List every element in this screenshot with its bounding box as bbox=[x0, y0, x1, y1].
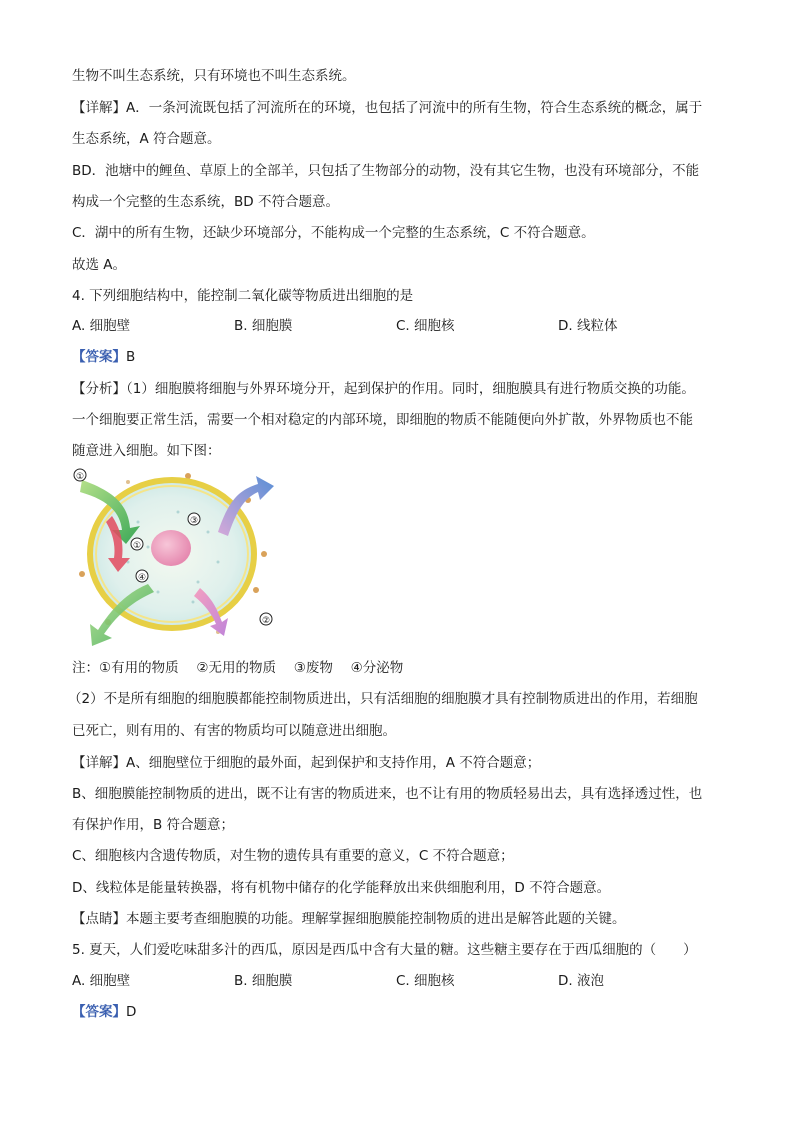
answer-tag: 【答案】 bbox=[72, 1004, 126, 1020]
label-1-inner: ① bbox=[132, 541, 142, 551]
nucleus bbox=[151, 530, 191, 566]
answer-value: B bbox=[126, 349, 136, 365]
explanation-line bbox=[72, 98, 702, 118]
figure-note: 注：①有用的物质 ②无用的物质 ③废物 ④分泌物 bbox=[72, 660, 404, 676]
analysis-tag: 【分析】 bbox=[72, 381, 126, 397]
q5-stem: 5. 夏天，人们爱吃味甜多汁的西瓜，原因是西瓜中含有大量的糖。这些糖主要存在于西瓜细胞的（ ） bbox=[72, 942, 697, 958]
q4-detail-3: 有保护作用，B 符合题意； bbox=[72, 817, 235, 833]
q4-detail-5: D、线粒体是能量转换器，将有机物中储存的化学能释放出来供细胞利用，D 不符合题意。 bbox=[72, 880, 611, 896]
q4-analysis-4: （2）不是所有细胞的细胞膜都能控制物质进出，只有活细胞的细胞膜才具有控制物质进出的作用，若细胞 bbox=[68, 691, 698, 707]
q5-option-c: C. 细胞核 bbox=[396, 973, 455, 989]
label-4: ④ bbox=[137, 573, 147, 583]
q4-analysis-2: 一个细胞要正常生活，需要一个相对稳定的内部环境，即细胞的物质不能随便向外扩散，外界物质也不能 bbox=[72, 412, 693, 428]
q4-answer bbox=[72, 347, 135, 367]
q5-answer bbox=[72, 1002, 136, 1022]
q5-option-d: D. 液泡 bbox=[558, 973, 604, 989]
q4-analysis-1 bbox=[72, 379, 695, 399]
line-4: BD．池塘中的鲤鱼、草原上的全部羊，只包括了生物部分的动物，没有其它生物，也没有环境部分，不能 bbox=[72, 163, 700, 179]
q4-detail-2: B、细胞膜能控制物质的进出，既不让有害的物质进来，也不让有用的物质轻易出去，具有选择透过性，也 bbox=[72, 786, 703, 802]
label-2: ② bbox=[261, 616, 271, 626]
q4-option-a: A. 细胞壁 bbox=[72, 318, 131, 334]
point-tag: 【点睛】 bbox=[72, 911, 126, 927]
line-7: 故选 A。 bbox=[72, 257, 127, 273]
point-text: 本题主要考查细胞膜的功能。理解掌握细胞膜能控制物质的进出是解答此题的关键。 bbox=[126, 911, 626, 927]
answer-tag: 【答案】 bbox=[72, 349, 126, 365]
analysis-text: （1）细胞膜将细胞与外界环境分开，起到保护的作用。同时，细胞膜具有进行物质交换的功能。 bbox=[126, 381, 695, 397]
q5-option-b: B. 细胞膜 bbox=[234, 973, 293, 989]
q4-analysis-3: 随意进入细胞。如下图： bbox=[72, 443, 221, 459]
line-1: 生物不叫生态系统，只有环境也不叫生态系统。 bbox=[72, 68, 356, 84]
explanation-text: A．一条河流既包括了河流所在的环境，也包括了河流中的所有生物，符合生态系统的概念，属于 bbox=[126, 100, 703, 116]
label-1-outer: ① bbox=[75, 472, 85, 482]
label-3: ③ bbox=[189, 516, 199, 526]
q5-option-a: A. 细胞壁 bbox=[72, 973, 131, 989]
q4-option-b: B. 细胞膜 bbox=[234, 318, 293, 334]
q4-analysis-5: 已死亡，则有用的、有害的物质均可以随意进出细胞。 bbox=[72, 723, 396, 739]
q4-detail-1 bbox=[72, 753, 540, 773]
q4-stem: 4. 下列细胞结构中，能控制二氧化碳等物质进出细胞的是 bbox=[72, 288, 414, 304]
q4-detail-4: C、细胞核内含遗传物质，对生物的遗传具有重要的意义，C 不符合题意； bbox=[72, 848, 514, 864]
q4-option-c: C. 细胞核 bbox=[396, 318, 455, 334]
line-3: 生态系统，A 符合题意。 bbox=[72, 131, 221, 147]
q4-option-d: D. 线粒体 bbox=[558, 318, 618, 334]
line-6: C．湖中的所有生物，还缺少环境部分，不能构成一个完整的生态系统，C 不符合题意。 bbox=[72, 225, 595, 241]
cell-membrane-diagram bbox=[68, 462, 280, 650]
detail-tag: 【详解】 bbox=[72, 755, 126, 771]
line-5: 构成一个完整的生态系统，BD 不符合题意。 bbox=[72, 194, 339, 210]
detail-tag: 【详解】 bbox=[72, 100, 126, 116]
cell-diagram-svg bbox=[68, 462, 280, 650]
answer-value: D bbox=[126, 1004, 137, 1020]
q4-point bbox=[72, 909, 626, 929]
detail-text: A、细胞壁位于细胞的最外面，起到保护和支持作用，A 不符合题意； bbox=[126, 755, 541, 771]
